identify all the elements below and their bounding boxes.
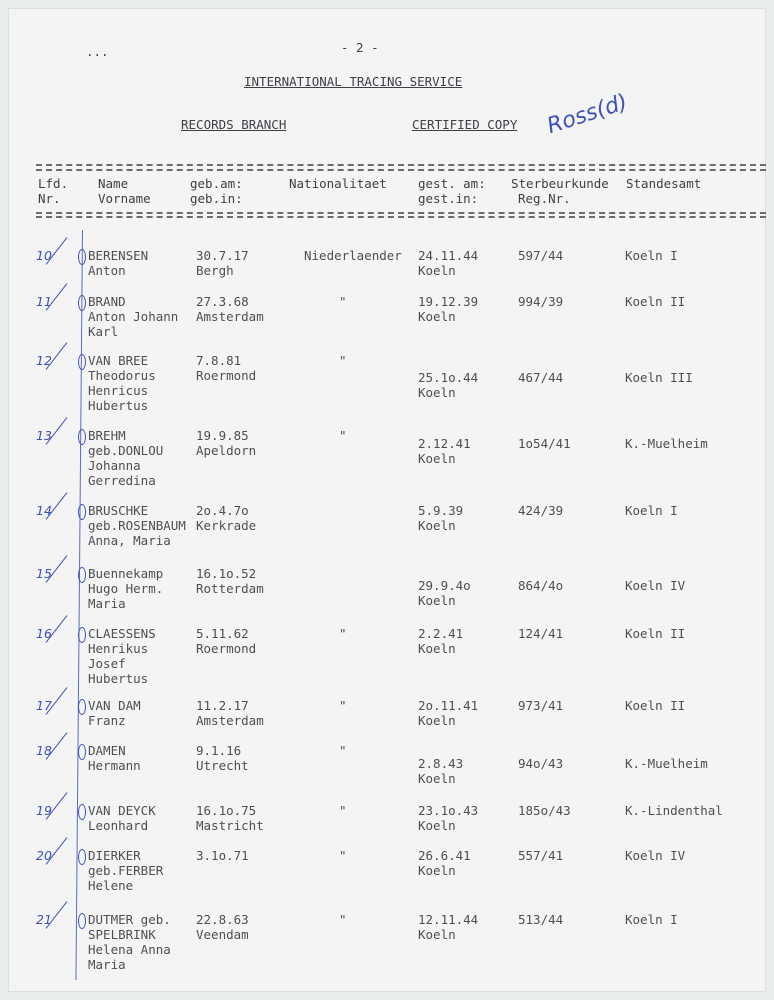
birth-info-line: Roermond [196,368,257,383]
person-name-line: Theodorus [88,368,156,383]
death-info-line: 29.9.4o [418,578,471,593]
row-number: 12 [36,353,52,368]
birth-info-line: 16.1o.52 [196,566,257,581]
death-info-line: 2o.11.41 [418,698,479,713]
row-number: 11 [36,294,52,309]
col-name-line1: Name [98,176,129,191]
birth-info-line: 7.8.81 [196,353,242,368]
row-number: 10 [36,248,52,263]
person-name-line: Josef [88,656,126,671]
person-name-line: Hubertus [88,398,149,413]
row-number: 14 [36,503,52,518]
birth-info-line: Veendam [196,927,249,942]
death-register-number: 994/39 [518,294,564,309]
person-name-line: Hermann [88,758,141,773]
person-name-line: Henricus [88,383,149,398]
row-circle-mark [78,429,86,445]
death-info-line: 2.8.43 [418,756,464,771]
handwritten-note: Ross(d) [544,89,631,140]
person-name-line: Anna, Maria [88,533,171,548]
person-name-line: geb.DONLOU [88,443,164,458]
col-lfd-line1: Lfd. [38,176,69,191]
person-name-line: Buennekamp [88,566,164,581]
nationality: " [339,698,347,713]
nationality: " [339,803,347,818]
death-info-line: 19.12.39 [418,294,479,309]
person-name-line: BREHM [88,428,126,443]
person-name-line: Anton Johann [88,309,179,324]
nationality: " [339,912,347,927]
document-page [8,8,766,992]
birth-info-line: Kerkrade [196,518,257,533]
registry-office: K.-Muelheim [625,436,708,451]
registry-office: Koeln IV [625,848,686,863]
birth-info-line: 30.7.17 [196,248,249,263]
person-name-line: VAN DEYCK [88,803,156,818]
birth-info-line: Rotterdam [196,581,264,596]
row-number: 13 [36,428,52,443]
nationality: " [339,428,347,443]
person-name-line: Henrikus [88,641,149,656]
person-name-line: VAN BREE [88,353,149,368]
registry-office: K.-Lindenthal [625,803,723,818]
death-info-line: 26.6.41 [418,848,471,863]
row-circle-mark [78,567,86,583]
branch-label: RECORDS BRANCH [181,117,287,132]
death-info-line: 12.11.44 [418,912,479,927]
death-register-number: 1o54/41 [518,436,571,451]
person-name-line: Gerredina [88,473,156,488]
nationality: " [339,353,347,368]
row-circle-mark [78,627,86,643]
death-register-number: 94o/43 [518,756,564,771]
row-circle-mark [78,354,86,370]
row-circle-mark [78,249,86,265]
row-circle-mark [78,744,86,760]
col-gest-line1: gest. am: [418,176,486,191]
col-name-line2: Vorname [98,191,151,206]
person-name-line: Helena Anna [88,942,171,957]
person-name-line: DAMEN [88,743,126,758]
row-circle-mark [78,295,86,311]
death-info-line: Koeln [418,263,456,278]
birth-info-line: Amsterdam [196,713,264,728]
person-name-line: Karl [88,324,119,339]
header-rule-bottom [36,212,766,214]
death-info-line: Koeln [418,771,456,786]
nationality: Niederlaender [304,248,402,263]
registry-office: Koeln II [625,626,686,641]
row-circle-mark [78,913,86,929]
row-number: 19 [36,803,52,818]
birth-info-line: 9.1.16 [196,743,242,758]
death-info-line: 23.1o.43 [418,803,479,818]
person-name-line: BRUSCHKE [88,503,149,518]
person-name-line: Hugo Herm. [88,581,164,596]
header-rule-mid [36,169,766,171]
person-name-line: CLAESSENS [88,626,156,641]
person-name-line: SPELBRINK [88,927,156,942]
col-geb-line2: geb.in: [190,191,243,206]
death-info-line: Koeln [418,713,456,728]
death-register-number: 973/41 [518,698,564,713]
death-info-line: 2.2.41 [418,626,464,641]
death-info-line: Koeln [418,818,456,833]
death-info-line: Koeln [418,593,456,608]
col-sterbe-line1: Sterbeurkunde [511,176,609,191]
registry-office: K.-Muelheim [625,756,708,771]
person-name-line: Maria [88,957,126,972]
row-circle-mark [78,804,86,820]
person-name-line: Hubertus [88,671,149,686]
person-name-line: Franz [88,713,126,728]
row-number: 21 [36,912,52,927]
nationality: " [339,848,347,863]
birth-info-line: 27.3.68 [196,294,249,309]
birth-info-line: 19.9.85 [196,428,249,443]
registry-office: Koeln II [625,294,686,309]
person-name-line: Helene [88,878,134,893]
margin-dots: ... [86,44,109,59]
death-info-line: 25.1o.44 [418,370,479,385]
death-info-line: Koeln [418,385,456,400]
birth-info-line: 16.1o.75 [196,803,257,818]
person-name-line: DIERKER [88,848,141,863]
death-info-line: 24.11.44 [418,248,479,263]
col-lfd-line2: Nr. [38,191,61,206]
nationality: " [339,294,347,309]
certified-copy-label: CERTIFIED COPY [412,117,518,132]
person-name-line: VAN DAM [88,698,141,713]
person-name-line: geb.ROSENBAUM [88,518,186,533]
death-register-number: 864/4o [518,578,564,593]
death-register-number: 557/41 [518,848,564,863]
birth-info-line: Utrecht [196,758,249,773]
birth-info-line: Roermond [196,641,257,656]
header-rule-bottom2 [36,216,766,218]
row-circle-mark [78,849,86,865]
nationality: " [339,626,347,641]
row-number: 17 [36,698,52,713]
death-info-line: Koeln [418,927,456,942]
death-register-number: 424/39 [518,503,564,518]
death-info-line: Koeln [418,451,456,466]
col-gest-line2: gest.in: [418,191,479,206]
birth-info-line: Amsterdam [196,309,264,324]
handwritten-margin-line [75,230,83,980]
nationality: " [339,743,347,758]
death-register-number: 513/44 [518,912,564,927]
death-info-line: Koeln [418,518,456,533]
birth-info-line: Mastricht [196,818,264,833]
birth-info-line: Apeldorn [196,443,257,458]
death-info-line: 2.12.41 [418,436,471,451]
death-info-line: Koeln [418,863,456,878]
row-number: 16 [36,626,52,641]
organization-title: INTERNATIONAL TRACING SERVICE [244,74,463,89]
death-register-number: 597/44 [518,248,564,263]
registry-office: Koeln IV [625,578,686,593]
death-info-line: Koeln [418,309,456,324]
birth-info-line: 3.1o.71 [196,848,249,863]
birth-info-line: 2o.4.7o [196,503,249,518]
person-name-line: DUTMER geb. [88,912,171,927]
row-circle-mark [78,699,86,715]
col-geb-line1: geb.am: [190,176,243,191]
registry-office: Koeln II [625,698,686,713]
page-number: - 2 - [341,40,379,55]
birth-info-line: Bergh [196,263,234,278]
person-name-line: BRAND [88,294,126,309]
birth-info-line: 11.2.17 [196,698,249,713]
birth-info-line: 5.11.62 [196,626,249,641]
row-number: 18 [36,743,52,758]
row-number: 15 [36,566,52,581]
row-circle-mark [78,504,86,520]
death-register-number: 467/44 [518,370,564,385]
death-info-line: 5.9.39 [418,503,464,518]
registry-office: Koeln I [625,248,678,263]
death-register-number: 124/41 [518,626,564,641]
death-info-line: Koeln [418,641,456,656]
registry-office: Koeln I [625,503,678,518]
birth-info-line: 22.8.63 [196,912,249,927]
row-number: 20 [36,848,52,863]
col-nationality: Nationalitaet [289,176,387,191]
person-name-line: BERENSEN [88,248,149,263]
person-name-line: Johanna [88,458,141,473]
person-name-line: Anton [88,263,126,278]
person-name-line: Maria [88,596,126,611]
registry-office: Koeln III [625,370,693,385]
death-register-number: 185o/43 [518,803,571,818]
col-sterbe-line2: Reg.Nr. [518,191,571,206]
person-name-line: Leonhard [88,818,149,833]
col-standesamt: Standesamt [626,176,702,191]
registry-office: Koeln I [625,912,678,927]
person-name-line: geb.FERBER [88,863,164,878]
header-rule-top [36,164,766,166]
